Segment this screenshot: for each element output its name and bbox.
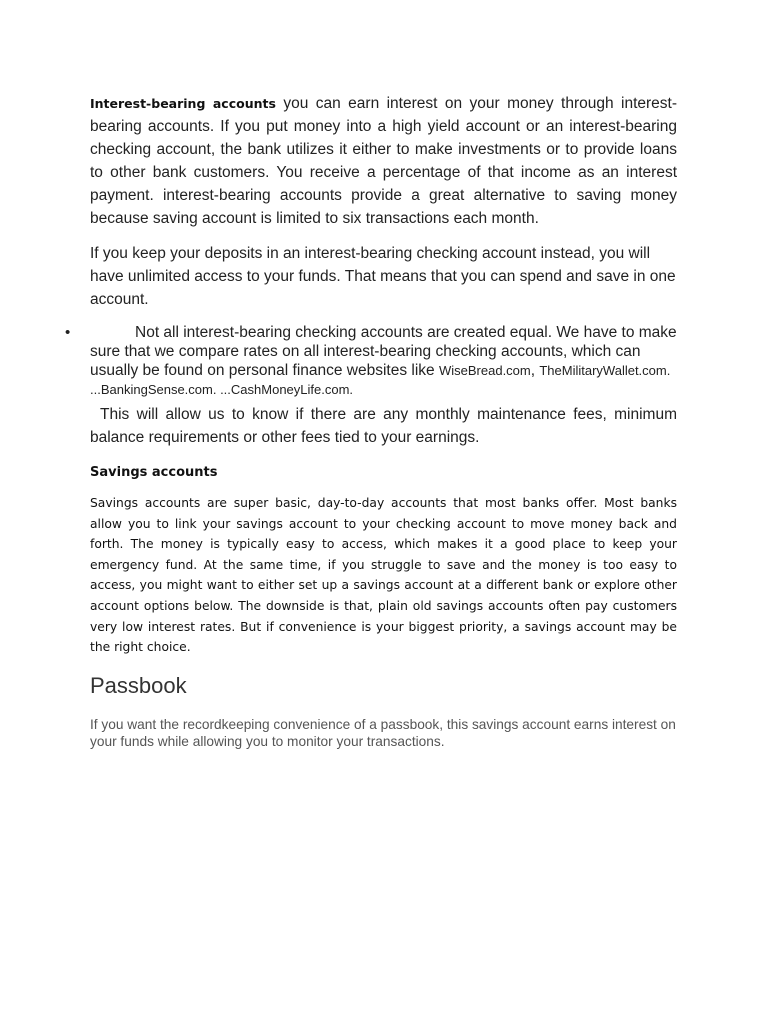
compare-rates-bullet <box>65 323 677 399</box>
fees-paragraph: This will allow us to know if there are any monthly maintenance fees, minimum balance requirements or other fees tied to your earnings. <box>90 406 677 446</box>
savings-paragraph: Savings accounts are super basic, day-to-day accounts that most banks offer. Most banks allow you to link your savings account to your checking account to move money back and forth. The money is typically easy to access, which makes it a good place to keep your emergency fund. At the same time, if you struggle to save and the money is too easy to access, you might want to either set up a savings account at a different bank or explore other account options below. The downside is that, plain old savings accounts often pay customers very low interest rates. But if convenience is your biggest priority, a savings account may be the right choice. <box>90 496 677 655</box>
interest-bearing-heading: Interest-bearing accounts <box>90 96 276 111</box>
passbook-heading: Passbook <box>90 672 187 698</box>
passbook-paragraph: If you want the recordkeeping convenience of a passbook, this savings account earns interest on your funds while allowing you to monitor your transactions. <box>90 716 676 749</box>
interest-intro-paragraph <box>90 92 677 230</box>
document-page <box>65 92 678 750</box>
bullet-icon: • <box>65 324 71 341</box>
savings-heading: Savings accounts <box>90 465 218 480</box>
site-list: TheMilitaryWallet.com. ...BankingSense.com. ...CashMoneyLife.com. <box>90 363 671 397</box>
bullet-main-text: Not all interest-bearing checking accounts are created equal. We have to make sure that we compare rates on all interest-bearing checking accounts, which can usually be found on personal finance websites like <box>90 324 677 379</box>
site-wisebread: WiseBread.com <box>438 363 531 378</box>
checking-access-paragraph: If you keep your deposits in an interest-bearing checking account instead, you will have unlimited access to your funds. That means that you can spend and save in one account. <box>90 245 676 308</box>
bullet-text <box>90 323 677 399</box>
site-separator: , <box>530 362 540 379</box>
interest-intro-text: you can earn interest on your money through interest-bearing accounts. If you put money into a high yield account or an interest-bearing checking account, the bank utilizes it either to make investments or to provide loans to other bank customers. You receive a percentage of that income as an interest payment. interest-bearing accounts provide a great alternative to saving money because saving account is limited to six transactions each month. <box>90 95 678 227</box>
